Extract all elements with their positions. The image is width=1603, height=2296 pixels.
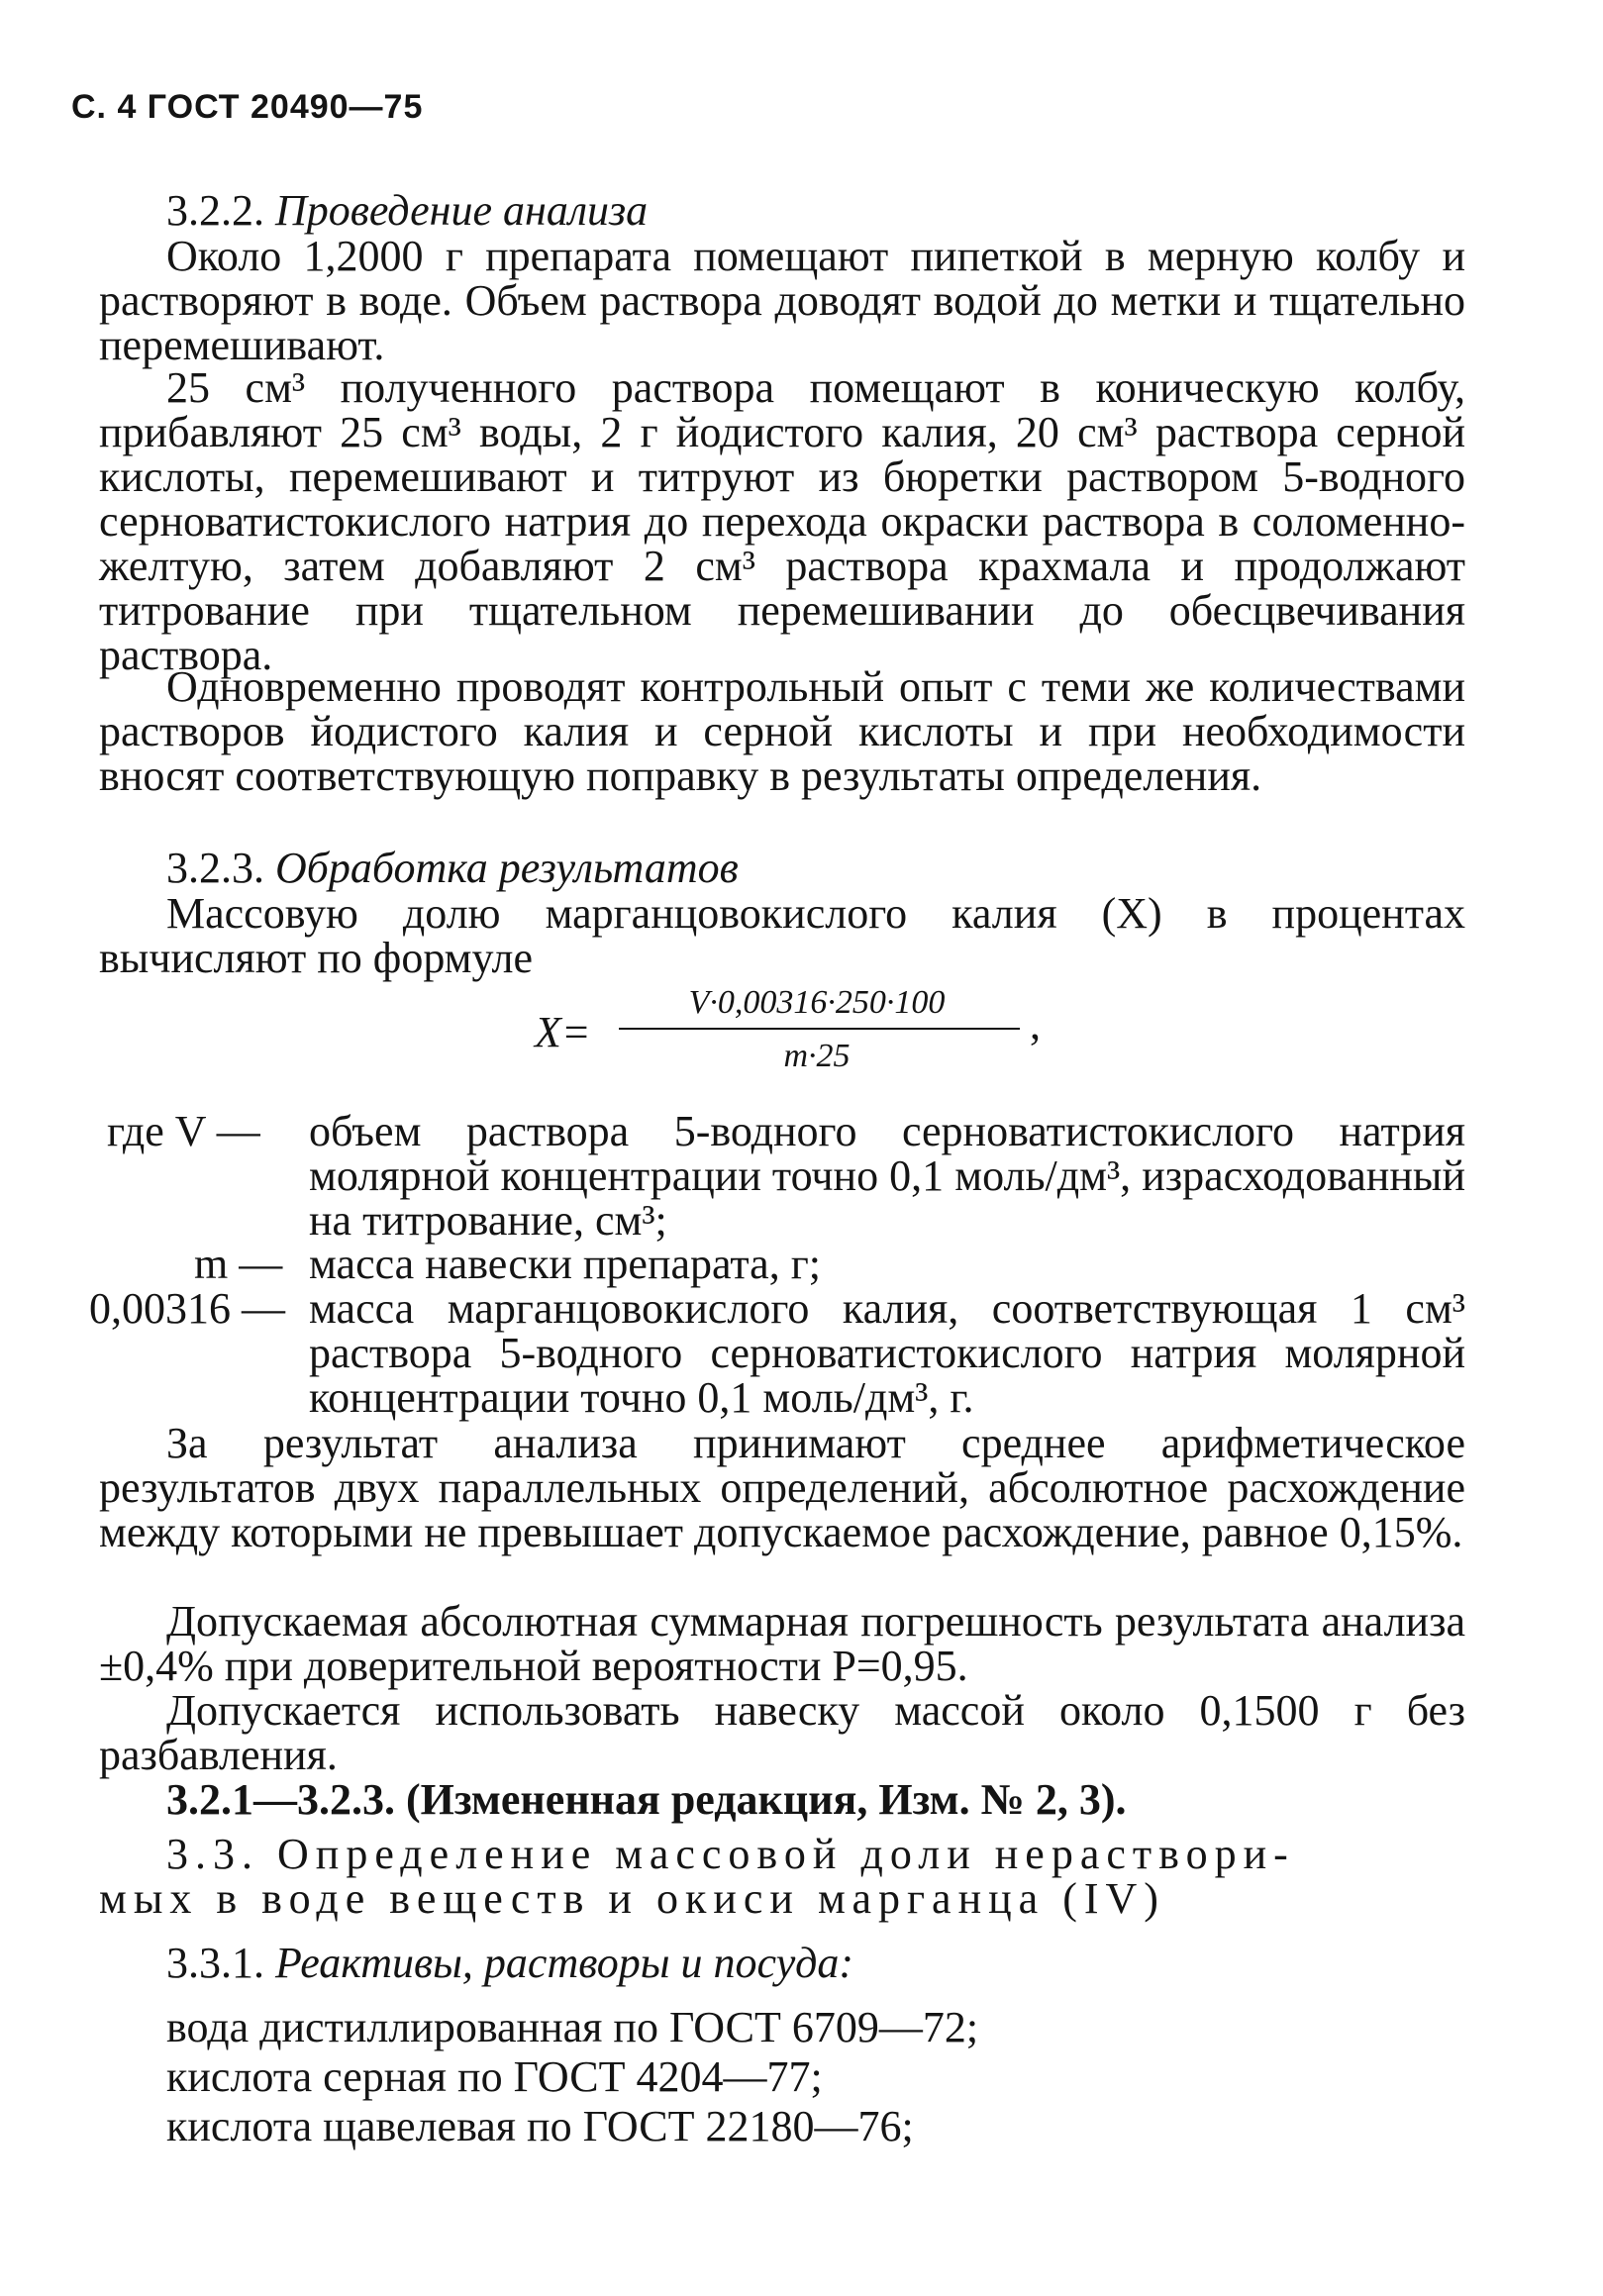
paragraph: Массовую долю марганцовокислого калия (X) в процентах вычисляют по формуле	[99, 889, 1465, 982]
formula-lhs: X=	[535, 1008, 591, 1056]
fraction-bar	[619, 1028, 1020, 1030]
section-title: Реактивы, растворы и посуда:	[275, 1939, 854, 1987]
formula-comma: ,	[1030, 1000, 1041, 1048]
section-title: Обработка результатов	[275, 844, 739, 892]
formula	[515, 980, 1109, 1089]
amendment-note: 3.2.1—3.2.3. (Измененная редакция, Изм. № 2, 3).	[166, 1775, 1127, 1824]
paragraph: Допускаемая абсолютная суммарная погрешность результата анализа ±0,4% при доверительной вероятности Р=0,95.	[99, 1597, 1465, 1690]
reagent-item: кислота серная по ГОСТ 4204—77;	[166, 2052, 823, 2101]
definition-text: объем раствора 5-водного серноватистокислого натрия молярной концентрации точно 0,1 моль/дм³, израсходованный на титрование, см³;	[309, 1107, 1465, 1245]
page-header: С. 4 ГОСТ 20490—75	[71, 88, 424, 126]
definition-term: m —	[194, 1240, 283, 1288]
section-heading-3-2-2	[166, 188, 648, 233]
paragraph: За результат анализа принимают среднее арифметическое результатов двух параллельных определений, абсолютное расхождение между которыми не превышает допускаемое расхождение, равное 0,15%.	[99, 1419, 1465, 1556]
section-heading-3-3-line2: мых в воде веществ и окиси марганца (IV)	[99, 1874, 1165, 1923]
reagent-item: вода дистиллированная по ГОСТ 6709—72;	[166, 2003, 979, 2051]
section-heading-3-2-3	[166, 846, 739, 890]
definition-text: масса марганцовокислого калия, соответствующая 1 см³ раствора 5-водного серноватистокислого натрия молярной концентрации точно 0,1 моль/дм³, г.	[309, 1284, 1465, 1422]
section-heading-3-3-line1: 3.3. Определение массовой доли нераствори-	[166, 1830, 1295, 1878]
formula-numerator: V·0,00316·250·100	[688, 984, 946, 1021]
section-title: Проведение анализа	[275, 186, 649, 235]
paragraph: Около 1,2000 г препарата помещают пипеткой в мерную колбу и растворяют в воде. Объем раствора доводят водой до метки и тщательно перемешивают.	[99, 232, 1465, 369]
section-number: 3.2.2.	[166, 186, 264, 235]
paragraph: Одновременно проводят контрольный опыт с теми же количествами растворов йодистого калия и серной кислоты и при необходимости вносят соответствующую поправку в результаты определения.	[99, 662, 1465, 800]
paragraph: Допускается использовать навеску массой около 0,1500 г без разбавления.	[99, 1686, 1465, 1779]
definition-term: где V —	[107, 1107, 260, 1155]
formula-denominator: m·25	[783, 1038, 851, 1074]
reagent-item: кислота щавелевая по ГОСТ 22180—76;	[166, 2102, 914, 2150]
paragraph: 25 см³ полученного раствора помещают в коническую колбу, прибавляют 25 см³ воды, 2 г йодистого калия, 20 см³ раствора серной кислоты, перемешивают и титруют из бюретки раствором 5-водного серноватистокислого натрия до перехода окраски раствора в соломенно-желтую, затем добавляют 2 см³ раствора крахмала и продолжают титрование при тщательном перемешивании до обесцвечивания раствора.	[99, 363, 1465, 679]
definition-text: масса навески препарата, г;	[309, 1240, 821, 1288]
definition-term: 0,00316 —	[89, 1284, 285, 1333]
section-number: 3.2.3.	[166, 844, 264, 892]
section-number: 3.3.1.	[166, 1939, 264, 1987]
section-heading-3-3-1	[166, 1941, 853, 1985]
